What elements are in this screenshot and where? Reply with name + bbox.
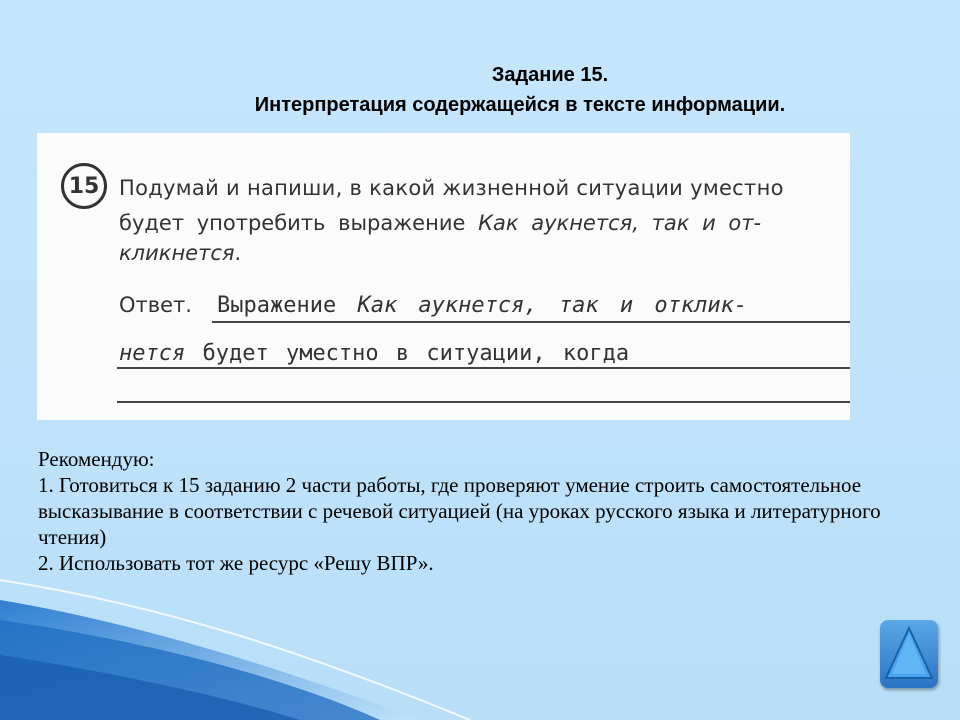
answer-line-2-text: будет уместно в ситуации, когда bbox=[185, 341, 630, 366]
question-phrase-part-1: Как аукнется, так и от- bbox=[478, 211, 762, 235]
question-line-3-end: . bbox=[234, 241, 242, 265]
answer-line-1 bbox=[217, 293, 747, 318]
answer-label: Ответ. bbox=[119, 293, 192, 317]
nav-up-button[interactable] bbox=[880, 620, 938, 688]
recommendation-heading: Рекомендую: bbox=[38, 447, 155, 471]
question-line-3 bbox=[119, 241, 241, 265]
triangle-up-icon bbox=[880, 620, 938, 688]
title-line-2: Интерпретация содержащейся в тексте информации. bbox=[254, 94, 786, 116]
answer-rule-3 bbox=[117, 401, 850, 403]
task-scan-image bbox=[37, 133, 850, 420]
answer-rule-2 bbox=[117, 367, 850, 369]
slide-title bbox=[120, 60, 920, 120]
recommendation-item-1: 1. Готовиться к 15 заданию 2 части работы, где проверяют умение строить самостоятельное высказывание в соответствии с речевой ситуацией (на уроках русского языка и литературного чтения) bbox=[38, 473, 881, 549]
recommendation-item-2: 2. Использовать тот же ресурс «Решу ВПР». bbox=[38, 551, 434, 575]
question-line-2-text: будет употребить выражение bbox=[119, 211, 479, 235]
title-line-1: Задание 15. bbox=[491, 64, 609, 86]
answer-phrase-part-1: Как аукнется, так и отклик- bbox=[357, 293, 748, 318]
answer-line-1-text: Выражение bbox=[217, 293, 358, 318]
question-line-1: Подумай и напиши, в какой жизненной ситуации уместно bbox=[119, 176, 784, 200]
question-line-2 bbox=[119, 211, 761, 235]
decorative-wave bbox=[0, 560, 960, 720]
answer-rule-1 bbox=[212, 321, 850, 323]
answer-line-2 bbox=[119, 341, 629, 366]
answer-phrase-part-2: нется bbox=[119, 341, 186, 366]
recommendation-block bbox=[38, 446, 938, 576]
task-number-badge: 15 bbox=[61, 163, 107, 209]
question-phrase-part-2: кликнется bbox=[119, 241, 235, 265]
